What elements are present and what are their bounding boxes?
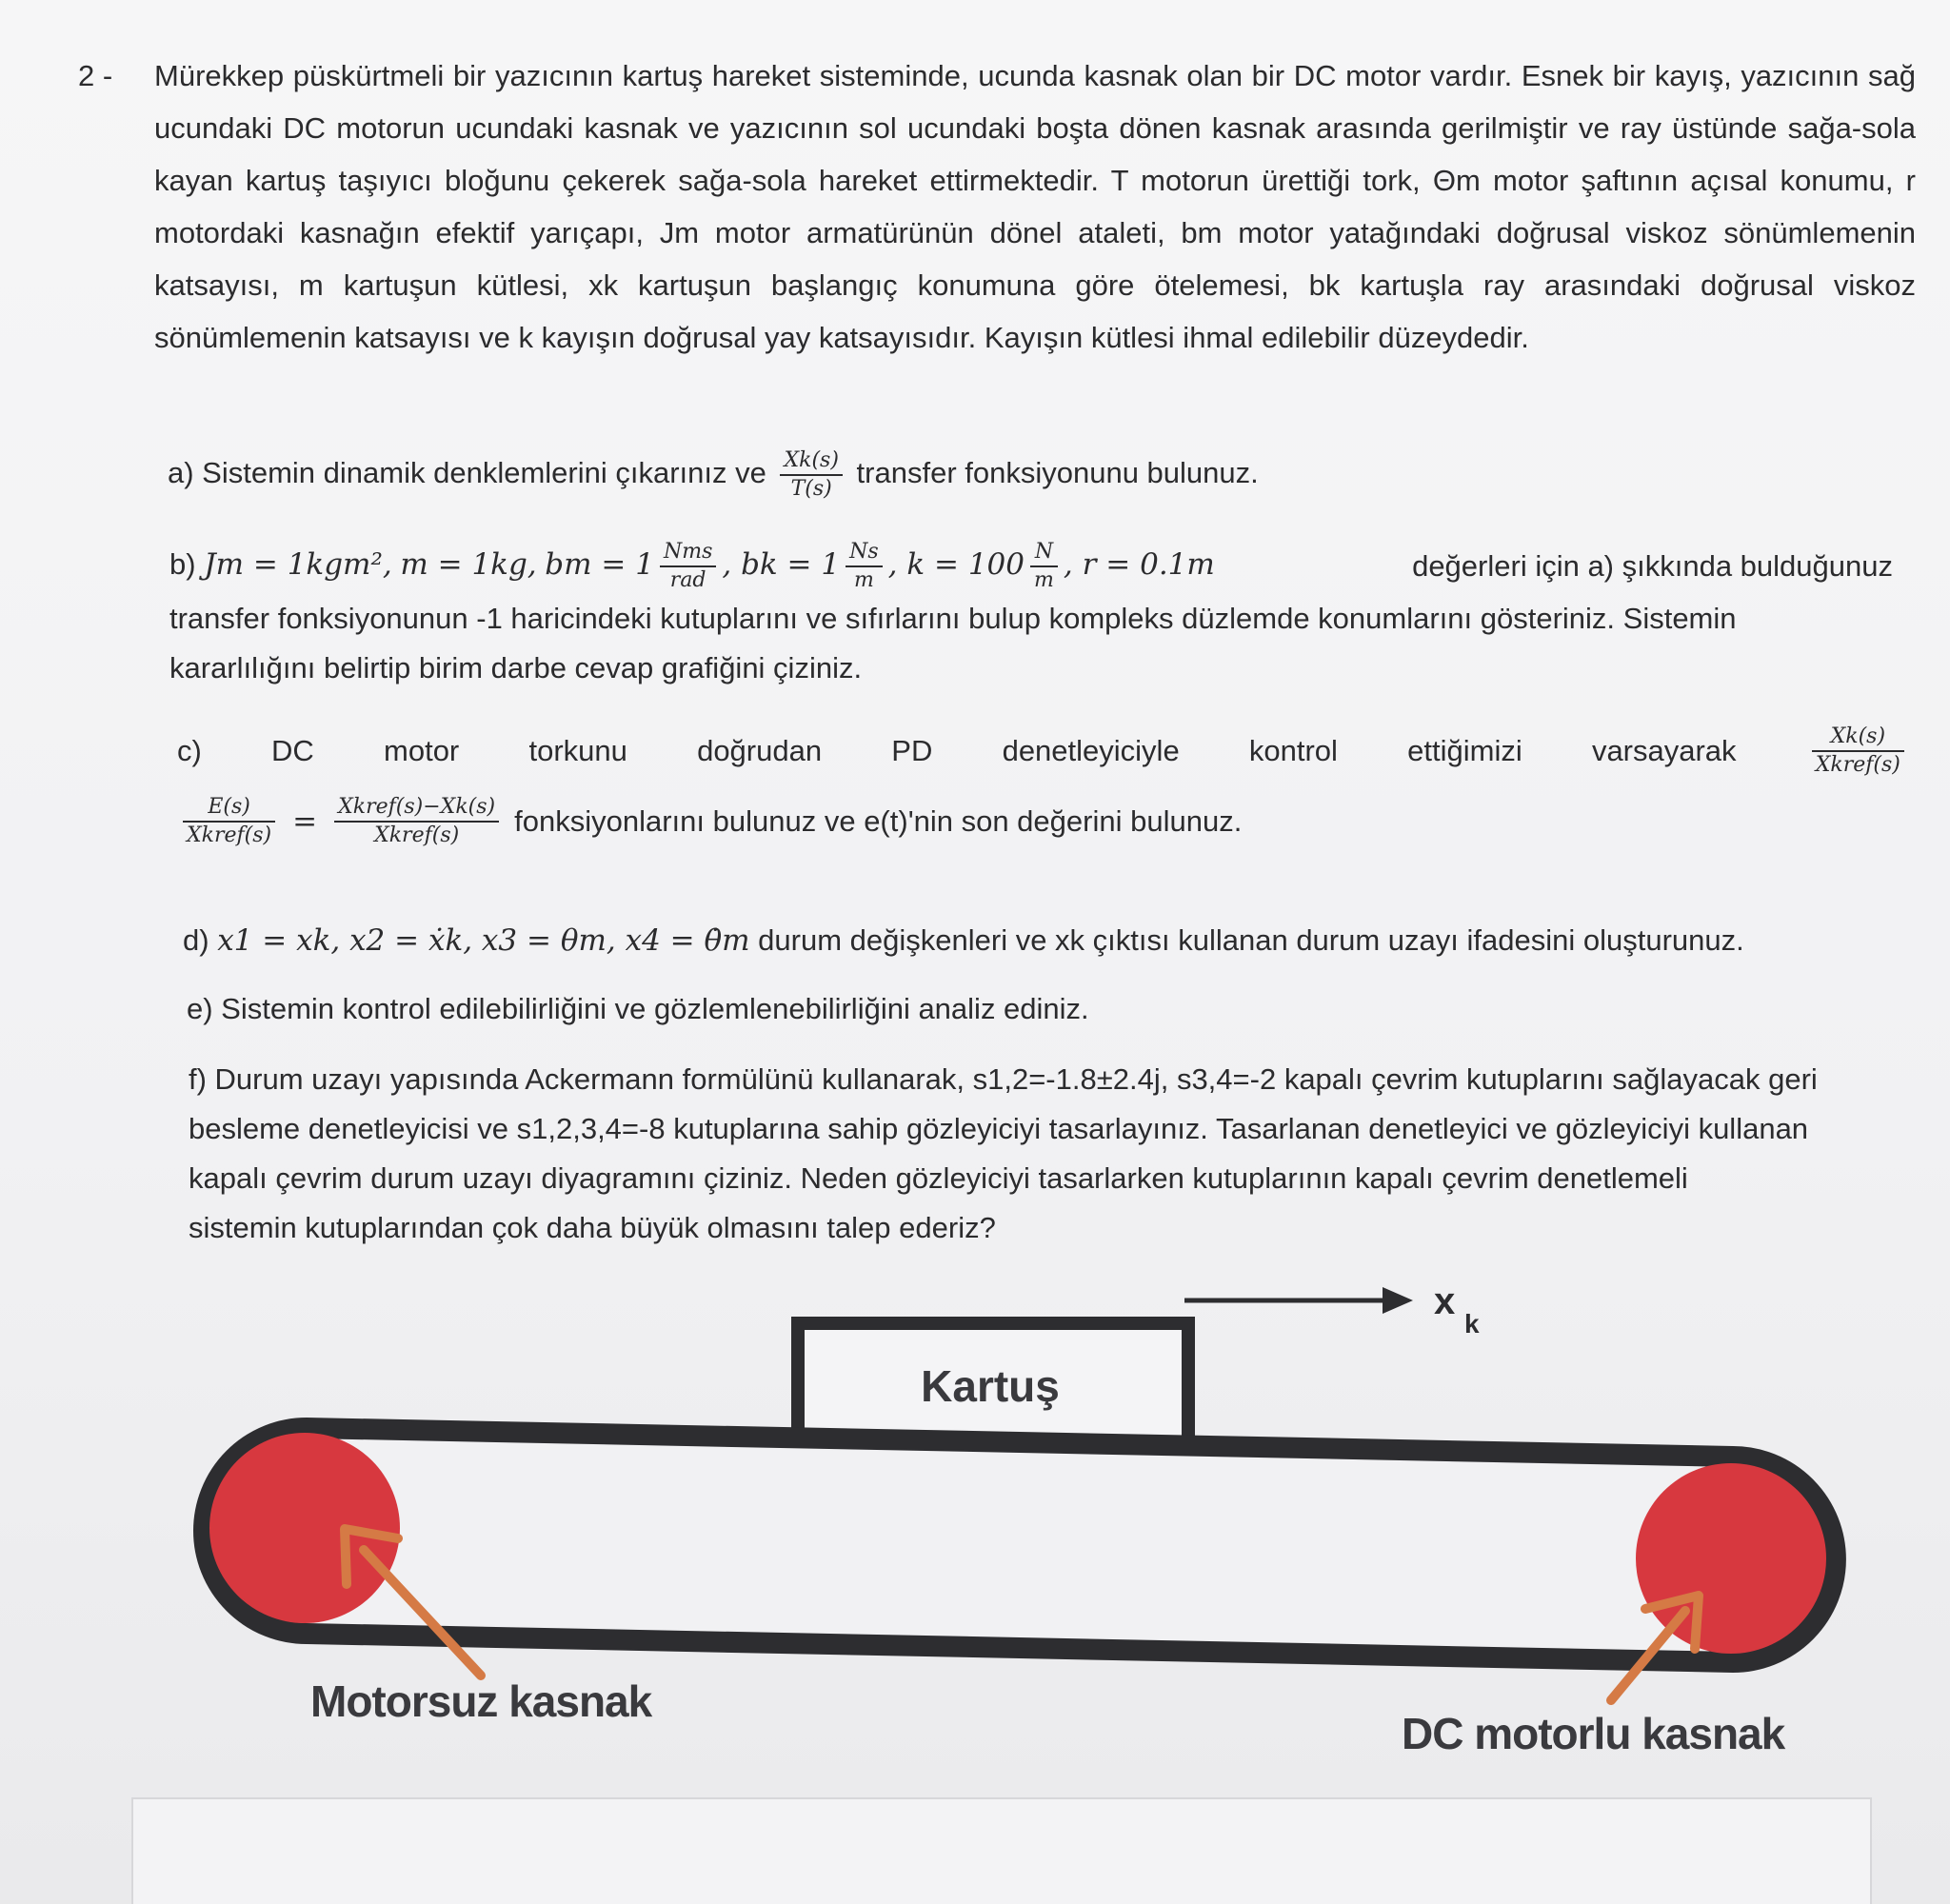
answer-box bbox=[131, 1797, 1872, 1904]
part-f-line-4: sistemin kutuplarından çok daha büyük olmasını talep ederiz? bbox=[189, 1211, 996, 1244]
part-b-text-2: transfer fonksiyonunun -1 haricindeki kutuplarını ve sıfırlarını bulup kompleks düzlemde konumlarını gösteriniz. Sistemin bbox=[169, 602, 1737, 635]
err2-num: Xkref(s)−Xk(s) bbox=[334, 794, 499, 823]
part-a-prefix: a) Sistemin dinamik denklemlerini çıkarınız ve bbox=[168, 456, 766, 490]
part-c-word: c) bbox=[177, 734, 202, 767]
part-c-word: denetleyiciyle bbox=[1002, 734, 1180, 767]
part-f-line-3: kapalı çevrim durum uzayı diyagramını çiziniz. Neden gözleyiciyi tasarlarken kutuplarının kapalı çevrim denetlemeli bbox=[189, 1161, 1688, 1195]
param-jm: Jm = 1kgm², bbox=[204, 547, 392, 583]
part-b-text-3: kararlılığını belirtip birim darbe cevap grafiğini çiziniz. bbox=[169, 651, 863, 684]
bk-unit-num: Ns bbox=[846, 539, 883, 567]
part-c-word: ettiğimizi bbox=[1407, 734, 1522, 767]
part-f-line-1: f) Durum uzayı yapısında Ackermann formülünü kullanarak, s1,2=-1.8±2.4j, s3,4=-2 kapalı çevrim kutuplarını sağlayacak geri bbox=[189, 1062, 1818, 1096]
left-pulley bbox=[209, 1433, 400, 1623]
param-k: , k = 100 bbox=[887, 547, 1025, 583]
part-c-word: torkunu bbox=[528, 734, 627, 767]
part-c-word: doğrudan bbox=[697, 734, 823, 767]
err2-den: Xkref(s) bbox=[374, 823, 460, 847]
problem-intro: Mürekkep püskürtmeli bir yazıcının kartuş hareket sisteminde, ucunda kasnak olan bir DC motor vardır. Esnek bir kayış, yazıcının sağ ucundaki DC motorun ucundaki kasnak ve yazıcının sol ucundaki boşta dönen kasnak arasında gerilmiştir ve ray üstünde sağa-sola kayan kartuş taşıyıcı bloğunu çekerek sağa-sola hareket ettirmektedir. T motorun ürettiği tork, Θm motor şaftının açısal konumu, r motordaki kasnağın efektif yarıçapı, Jm motor armatürünün dönel ataleti, bm motor yatağındaki doğrusal viskoz sönümlemenin katsayısı, m kartuşun kütlesi, xk kartuşun başlangıç konumuna göre ötelemesi, bk kartuşla ray arasındaki doğrusal viskoz sönümlemenin katsayısı ve k kayışın doğrusal yay katsayısıdır. Kayışın kütlesi ihmal edilebilir düzeydedir. bbox=[154, 59, 1916, 354]
part-a-frac-num: Xk(s) bbox=[780, 447, 842, 476]
param-m: m = 1kg, bbox=[400, 547, 537, 583]
right-pulley-label: DC motorlu kasnak bbox=[1402, 1709, 1785, 1758]
belt bbox=[204, 1428, 1836, 1662]
bm-unit-den: rad bbox=[669, 568, 706, 592]
part-d-states: x1 = xk, x2 = ẋk, x3 = θm, x4 = θ̇m bbox=[217, 923, 750, 958]
equals-sign: = bbox=[292, 804, 318, 839]
part-a-frac-den: T(s) bbox=[790, 477, 832, 501]
part-c-word: PD bbox=[891, 734, 933, 767]
part-f-line-2: besleme denetleyicisi ve s1,2,3,4=-8 kutuplarına sahip gözleyiciyi tasarlayınız. Tasarlanan denetleyici ve gözleyiciyi kullanan bbox=[189, 1112, 1809, 1145]
param-bm: bm = 1 bbox=[545, 547, 654, 583]
param-bk: , bk = 1 bbox=[722, 547, 841, 583]
bm-unit-num: Nms bbox=[660, 539, 716, 567]
err-num: E(s) bbox=[183, 794, 275, 823]
part-c-word: varsayarak bbox=[1591, 734, 1737, 767]
part-a-suffix: transfer fonksiyonunu bulunuz. bbox=[856, 456, 1259, 490]
k-unit-num: N bbox=[1030, 539, 1058, 567]
part-c-word: motor bbox=[384, 734, 460, 767]
part-d-prefix: d) bbox=[183, 923, 209, 957]
left-pulley-label: Motorsuz kasnak bbox=[310, 1676, 652, 1726]
tf-den: Xkref(s) bbox=[1815, 753, 1900, 777]
param-r: , r = 0.1m bbox=[1063, 547, 1215, 583]
k-unit-den: m bbox=[1034, 568, 1054, 592]
displacement-label: x bbox=[1434, 1280, 1456, 1322]
part-d-suffix: durum değişkenleri ve xk çıktısı kullanan durum uzayı ifadesini oluşturunuz. bbox=[758, 923, 1744, 957]
displacement-arrow bbox=[1184, 1287, 1413, 1314]
part-c-suffix: fonksiyonlarını bulunuz ve e(t)'nin son değerini bulunuz. bbox=[514, 804, 1243, 838]
part-b-prefix: b) bbox=[169, 547, 196, 582]
displacement-sub: k bbox=[1464, 1309, 1480, 1339]
cartridge-label: Kartuş bbox=[921, 1361, 1060, 1411]
right-pulley bbox=[1636, 1463, 1826, 1654]
part-c-word: DC bbox=[271, 734, 314, 767]
err-den: Xkref(s) bbox=[187, 823, 272, 847]
part-c-word: kontrol bbox=[1248, 734, 1338, 767]
question-number: 2 - bbox=[78, 59, 113, 92]
part-b-text-1: değerleri için a) şıkkında bulduğunuz bbox=[1412, 549, 1893, 583]
tf-num: Xk(s) bbox=[1812, 724, 1904, 752]
bk-unit-den: m bbox=[853, 568, 874, 592]
part-e: e) Sistemin kontrol edilebilirliğini ve gözlemlenebilirliğini analiz ediniz. bbox=[187, 992, 1089, 1025]
